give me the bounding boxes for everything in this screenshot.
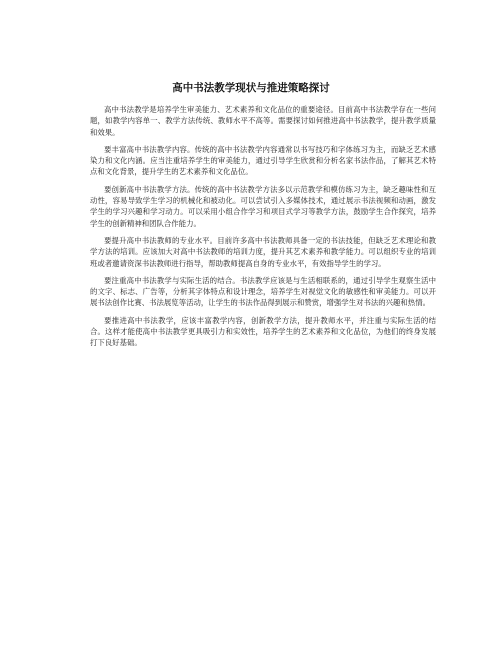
document-body: [90, 104, 436, 355]
paragraph-intro: 高中书法教学是培养学生审美能力、艺术素养和文化品位的重要途径。目前高中书法教学存在一些问题，如教学内容单一、教学方法传统、教师水平不高等。需要探讨如何推进高中书法教学，提升教学质量和效果。: [90, 105, 436, 137]
paragraph-methods: 要创新高中书法教学方法。传统的高中书法教学方法多以示范教学和模仿练习为主，缺乏趣味性和互动性，容易导致学生学习的机械化和被动化。可以尝试引入多媒体技术，通过展示书法视频和动画，激发学生的学习兴趣和学习动力。可以采用小组合作学习和项目式学习等教学方法，鼓励学生合作探究，培养学生的创新精神和团队合作能力。: [90, 184, 436, 228]
paragraph-teachers: 要提升高中书法教师的专业水平。目前许多高中书法教师具备一定的书法技能，但缺乏艺术理论和教学方法的培训。应该加大对高中书法教师的培训力度，提升其艺术素养和教学能力。可以组织专业的培训班或者邀请资深书法教师进行指导，帮助教师提高自身的专业水平，有效指导学生的学习。: [90, 235, 436, 268]
paragraph-conclusion: 要推进高中书法教学，应该丰富教学内容，创新教学方法，提升教师水平，并注重与实际生活的结合。这样才能使高中书法教学更具吸引力和实效性，培养学生的艺术素养和文化品位，为他们的终身发展打下良好基础。: [90, 315, 436, 348]
document-title: 高中书法教学现状与推进策略探讨: [172, 82, 330, 94]
paragraph-life: 要注重高中书法教学与实际生活的结合。书法教学应该是与生活相联系的，通过引导学生观察生活中的文字、标志、广告等，分析其字体特点和设计理念，培养学生对视觉文化的敏感性和审美能力。可以开展书法创作比赛、书法展览等活动，让学生的书法作品得到展示和赞赏，增强学生对书法的兴趣和热情。: [90, 275, 436, 308]
paragraph-content: 要丰富高中书法教学内容。传统的高中书法教学内容通常以书写技巧和字体练习为主，而缺乏艺术感染力和文化内涵。应当注重培养学生的审美能力，通过引导学生欣赏和分析名家书法作品，了解其艺术特点和文化背景，提升学生的艺术素养和文化品位。: [90, 144, 436, 177]
